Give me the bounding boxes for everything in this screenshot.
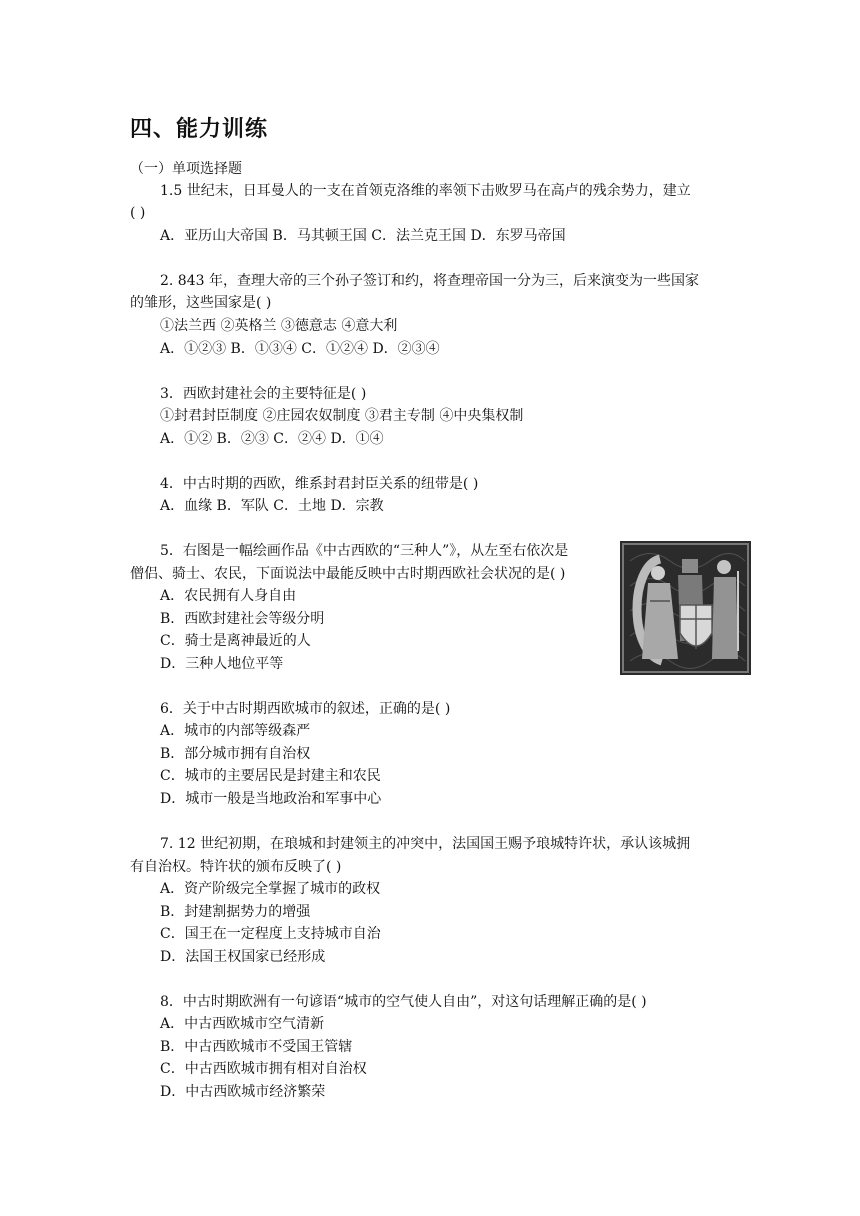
question-8-option-a: A．中古西欧城市空气清新 bbox=[160, 1016, 325, 1032]
question-7-option-a: A．资产阶级完全掌握了城市的政权 bbox=[160, 881, 381, 897]
section-heading: （一）单项选择题 bbox=[130, 161, 242, 177]
question-3-items: ①封君封臣制度 ②庄园农奴制度 ③君主专制 ④中央集权制 bbox=[160, 408, 524, 424]
question-6-stem: 6．关于中古时期西欧城市的叙述，正确的是( ) bbox=[160, 701, 451, 717]
question-6-option-c: C．城市的主要居民是封建主和农民 bbox=[160, 768, 381, 784]
question-2-items: ①法兰西 ②英格兰 ③德意志 ④意大利 bbox=[160, 318, 398, 334]
question-5-option-c: C．骑士是离神最近的人 bbox=[160, 633, 311, 649]
three-estates-illustration bbox=[620, 541, 751, 675]
question-2-stem: 2. 843 年，查理大帝的三个孙子签订和约，将查理帝国一分为三，后来演变为一些国家 bbox=[160, 273, 699, 289]
question-2-stem-cont: 的雏形，这些国家是( ) bbox=[130, 295, 272, 311]
question-6-option-b: B．部分城市拥有自治权 bbox=[160, 746, 311, 762]
question-3-options: A．①② B．②③ C．②④ D．①④ bbox=[160, 431, 384, 447]
medieval-painting-image bbox=[620, 541, 751, 675]
question-5-stem: 5．右图是一幅绘画作品《中古西欧的“三种人”》，从左至右依次是 bbox=[160, 543, 569, 559]
question-1-stem: 1.5 世纪末，日耳曼人的一支在首领克洛维的率领下击败罗马在高卢的残余势力，建立 bbox=[160, 183, 691, 199]
question-6-option-d: D．城市一般是当地政治和军事中心 bbox=[160, 791, 382, 807]
question-4-stem: 4．中古时期的西欧，维系封君封臣关系的纽带是( ) bbox=[160, 476, 479, 492]
question-1-options: A．亚历山大帝国 B．马其顿王国 C．法兰克王国 D．东罗马帝国 bbox=[160, 228, 566, 244]
question-7-option-b: B．封建割据势力的增强 bbox=[160, 904, 311, 920]
question-5-option-a: A．农民拥有人身自由 bbox=[160, 588, 297, 604]
question-5-option-b: B．西欧封建社会等级分明 bbox=[160, 611, 325, 627]
question-2-options: A．①②③ B．①③④ C．①②④ D．②③④ bbox=[160, 341, 440, 357]
question-7-stem-cont: 有自治权。特许状的颁布反映了( ) bbox=[130, 859, 342, 875]
page-title: 四、能力训练 bbox=[130, 117, 269, 142]
question-8-option-c: C．中古西欧城市拥有相对自治权 bbox=[160, 1061, 367, 1077]
question-5-option-d: D．三种人地位平等 bbox=[160, 656, 284, 672]
question-8-option-d: D．中古西欧城市经济繁荣 bbox=[160, 1084, 326, 1100]
question-8-stem: 8．中古时期欧洲有一句谚语“城市的空气使人自由”，对这句话理解正确的是( ) bbox=[160, 994, 647, 1010]
question-5-stem-cont: 僧侣、骑士、农民，下面说法中最能反映中古时期西欧社会状况的是( ) bbox=[130, 566, 566, 582]
question-3-stem: 3．西欧封建社会的主要特征是( ) bbox=[160, 386, 367, 402]
question-7-option-d: D．法国王权国家已经形成 bbox=[160, 949, 326, 965]
question-4-options: A．血缘 B．军队 C．土地 D．宗教 bbox=[160, 498, 384, 514]
question-7-option-c: C．国王在一定程度上支持城市自治 bbox=[160, 926, 381, 942]
question-8-option-b: B．中古西欧城市不受国王管辖 bbox=[160, 1039, 353, 1055]
question-7-stem: 7. 12 世纪初期，在琅城和封建领主的冲突中，法国国王赐予琅城特许状，承认该城拥 bbox=[160, 836, 691, 852]
question-6-option-a: A．城市的内部等级森严 bbox=[160, 723, 311, 739]
question-1-blank: ( ) bbox=[130, 205, 146, 221]
